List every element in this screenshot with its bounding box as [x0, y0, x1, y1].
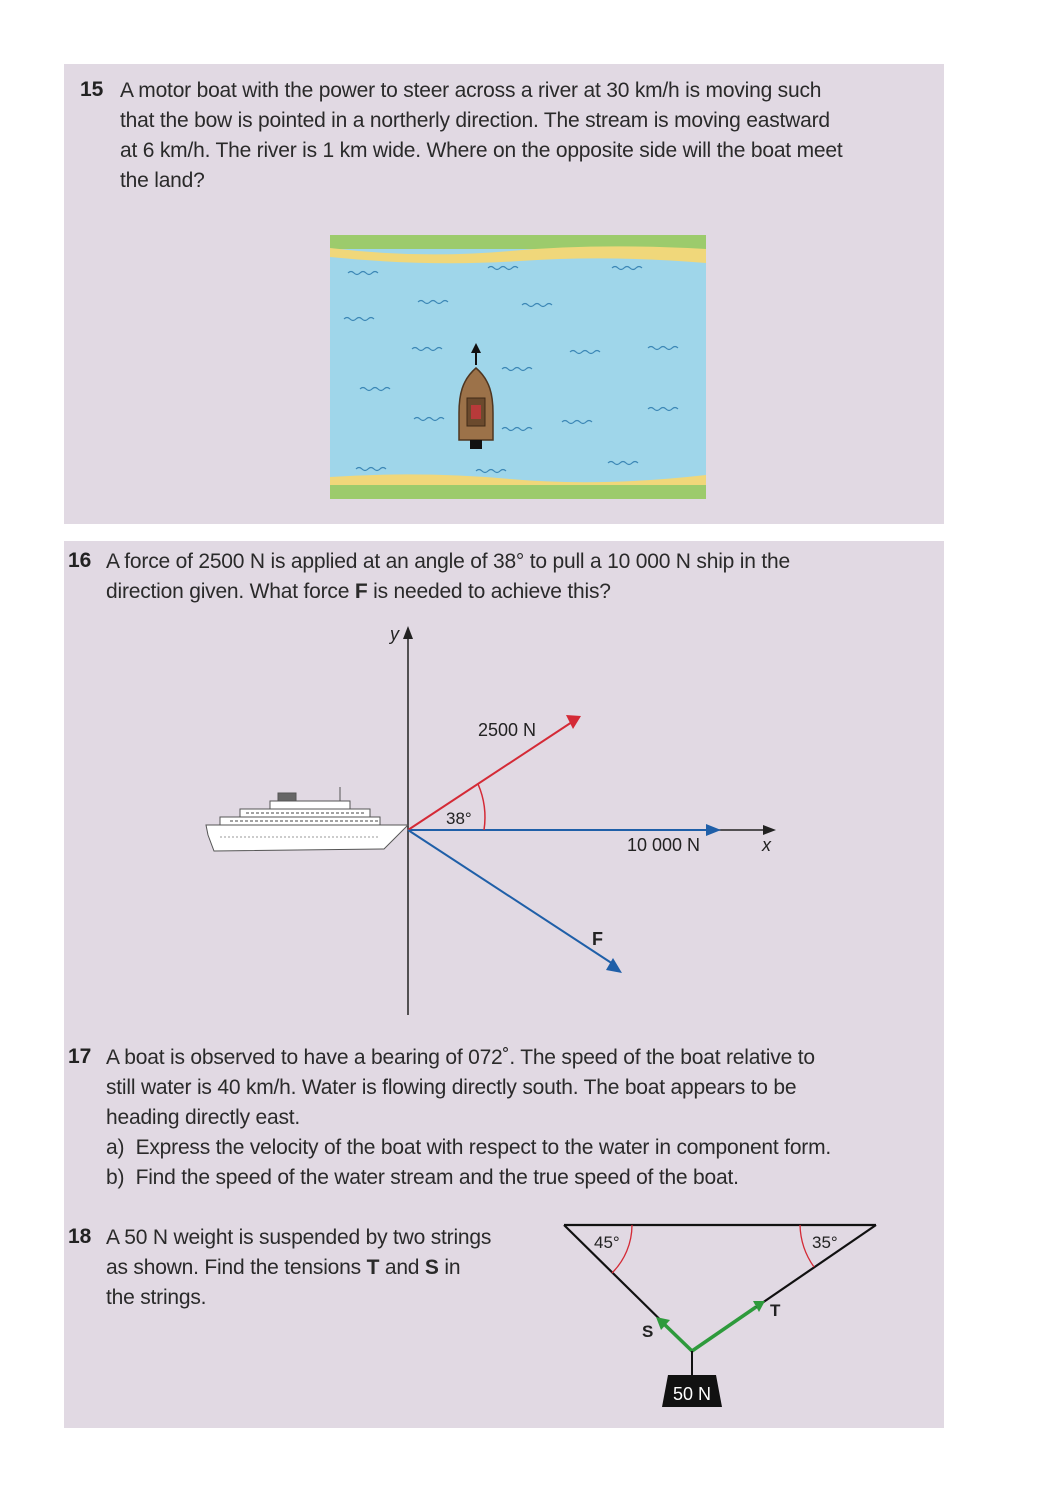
tension-S-bold: S [424, 1256, 439, 1279]
question-17-part-a: a) Express the velocity of the boat with respect to the water in component form. [106, 1136, 832, 1159]
question-16-18-panel [64, 541, 944, 1428]
angle-arc-38 [478, 784, 485, 830]
tension-T-bold: T [366, 1256, 380, 1279]
question-15-line: A motor boat with the power to steer across a river at 30 km/h is moving such [120, 79, 822, 102]
vector-S [664, 1324, 692, 1351]
question-18-line: as shown. Find the tensions T and S in [106, 1256, 461, 1279]
south-bank-grass [330, 485, 706, 499]
question-15-panel [64, 64, 944, 524]
label-S: S [642, 1322, 654, 1341]
weight-label: 50 N [672, 1384, 712, 1404]
y-axis-arrow [403, 626, 413, 639]
question-17-number: 17 [68, 1045, 92, 1068]
x-axis-label: x [762, 835, 771, 855]
vector-T [692, 1307, 756, 1351]
question-15-line: at 6 km/h. The river is 1 km wide. Where on the opposite side will the boat meet [120, 139, 843, 162]
question-18-text [106, 1223, 546, 1313]
question-16-number: 16 [68, 549, 92, 572]
question-18-number: 18 [68, 1225, 92, 1248]
vector-2500N-head [566, 715, 581, 729]
vector-F [408, 830, 613, 964]
question-18-line: A 50 N weight is suspended by two strings [106, 1226, 492, 1249]
y-axis-label: y [390, 624, 399, 644]
question-15-line: the land? [120, 169, 205, 192]
question-15-number: 15 [80, 78, 104, 101]
tension-diagram [560, 1217, 884, 1417]
label-38-degrees: 38° [446, 809, 472, 828]
river-water [330, 235, 706, 499]
question-16-line: A force of 2500 N is applied at an angle of 38° to pull a 10 000 N ship in the [106, 550, 790, 573]
ship-icon [206, 787, 408, 851]
label-T: T [770, 1301, 781, 1320]
river-illustration [330, 235, 706, 499]
label-10000N: 10 000 N [627, 835, 701, 855]
force-F-bold: F [354, 580, 368, 603]
question-17-line: A boat is observed to have a bearing of 072˚. The speed of the boat relative to [106, 1046, 815, 1069]
question-17-line: heading directly east. [106, 1106, 301, 1129]
question-15-text [120, 76, 940, 196]
label-45-degrees: 45° [594, 1233, 620, 1252]
label-2500N: 2500 N [478, 720, 537, 740]
label-35-degrees: 35° [812, 1233, 838, 1252]
x-axis-arrow [763, 825, 776, 835]
question-15-line: that the bow is pointed in a northerly direction. The stream is moving eastward [120, 109, 830, 132]
question-18-line: the strings. [106, 1286, 207, 1309]
question-16-text [106, 547, 926, 607]
question-16-line: direction given. What force F is needed to achieve this? [106, 580, 611, 603]
label-F: F [592, 929, 603, 949]
question-17-line: still water is 40 km/h. Water is flowing directly south. The boat appears to be [106, 1076, 797, 1099]
question-17-text [106, 1043, 936, 1193]
question-17-part-b: b) Find the speed of the water stream and the true speed of the boat. [106, 1166, 739, 1189]
vector-10000N-head [706, 824, 721, 836]
force-diagram [200, 623, 860, 1023]
